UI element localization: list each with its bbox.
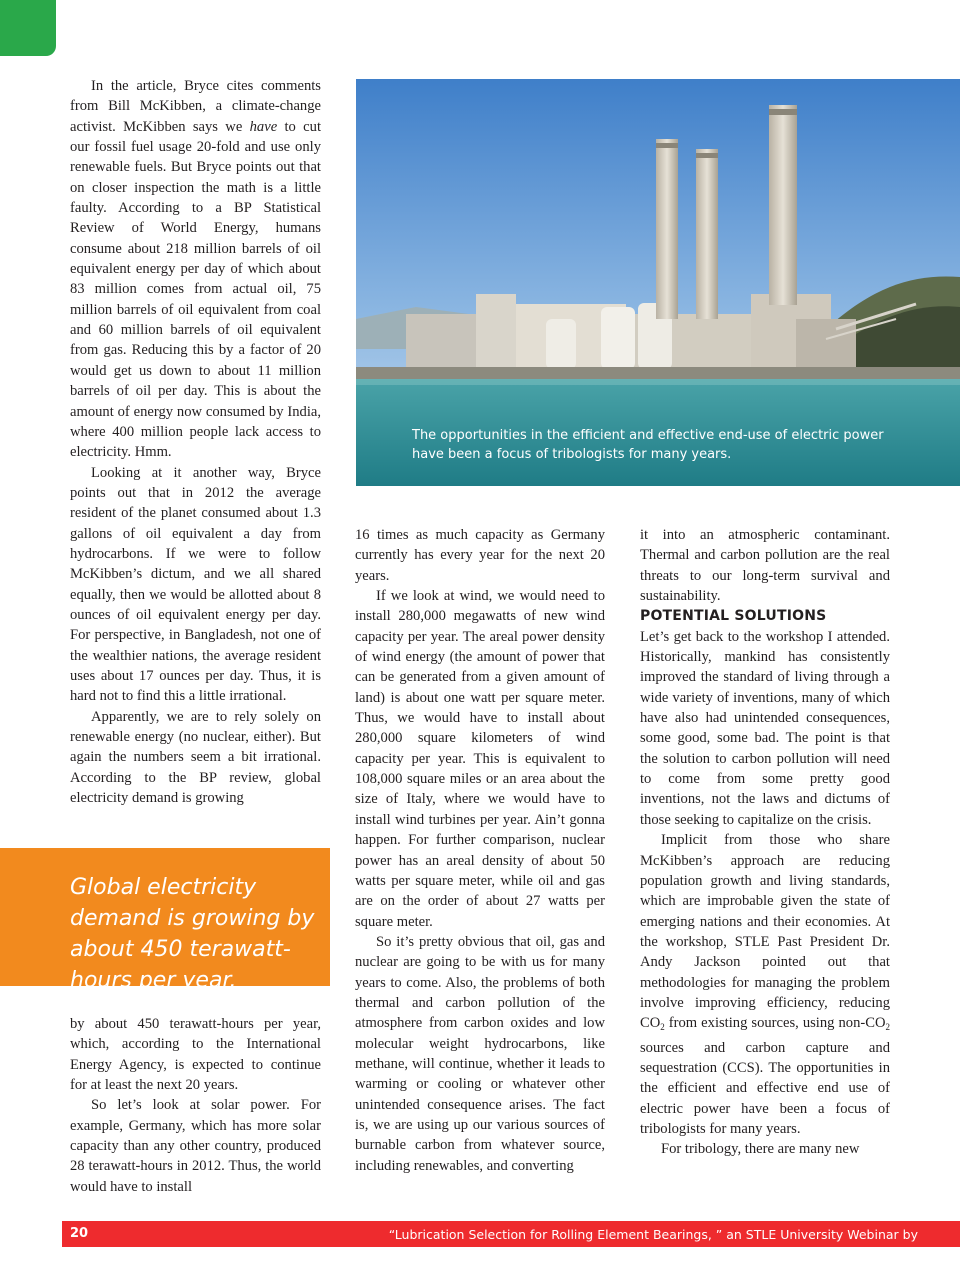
page-number: 20 — [70, 1226, 89, 1241]
power-plant-photo — [356, 79, 960, 486]
photo-caption: The opportunities in the efficient and effective end-use of electric power have been a focus of tribologists for many years. — [412, 428, 884, 462]
power-plant-illustration — [356, 79, 960, 486]
paragraph: If we look at wind, we would need to install 280,000 megawatts of new wind capacity per year. The areal power density of wind energy (the amount of power that can be generated from a given amount of land) is about one watt per square meter. Thus, we would have to install about 280,000 square kilometers of wind capacity per year. This is equivalent to 108,000 square miles or an area about the size of Italy, where we would have to install wind turbines per year. Ain’t gonna happen. For further comparison, nuclear power has an areal density of about 50 watts per square meter, while oil and gas are on the order of about 27 watts per square meter. — [355, 588, 605, 930]
paragraph: Let’s get back to the workshop I attended. Historically, mankind has consistently improved the standard of living through a wide variety of inventions, many of which have also had unintended consequences, some good, some bad. The point is that the solution to carbon pollution will need to come from some pretty good inventions, not the laws and dictums of those seeking to capitalize on the crisis. — [640, 628, 890, 828]
paragraph: So let’s look at solar power. For example, Germany, which has more solar capacity than any other country, produced 28 terawatt-hours in 2012. Thus, the world would have to install — [70, 1097, 321, 1195]
column-1 — [70, 76, 321, 808]
section-heading: POTENTIAL SOLUTIONS — [640, 608, 827, 625]
paragraph: it into an atmospheric contaminant. Thermal and carbon pollution are the real threats to our long-term survival and sustainability. — [640, 527, 890, 605]
paragraph: Apparently, we are to rely solely on renewable energy (no nuclear, either). But again the numbers seem a bit irrational. According to the BP review, global electricity demand is growing — [70, 708, 321, 807]
paragraph: In the article, Bryce cites comments from Bill McKibben, a climate-change activist. McKibben says we have to cut our fossil fuel usage 20-fold and use only renewable fuels. But Bryce points out that on closer inspection the math is a little faulty. According to a BP Statistical Review of World Energy, humans consume about 218 million barrels of oil equivalent energy per day of which about 83 million comes from actual oil, 75 million barrels of oil equivalent from coal and 60 million barrels of oil equivalent from gas. Reducing this by a factor of 20 would get us down to about 11 million barrels of oil per day. This is about the amount of energy now consumed by India, where 400 million people lack access to electricity. Hmm. — [70, 78, 321, 461]
paragraph: For tribology, there are many new — [661, 1141, 860, 1158]
section-tab — [0, 0, 56, 56]
pullquote: Global electricity demand is growing by about 450 terawatt-hours per year. — [70, 875, 315, 993]
paragraph: 16 times as much capacity as Germany currently has every year for the next 20 years. — [355, 527, 605, 584]
column-2 — [355, 525, 605, 1176]
paragraph: Looking at it another way, Bryce points out that in 2012 the average resident of the planet consumed about 1.3 gallons of oil equivalent a day from hydrocarbons. If we were to follow McKibben’s dictum, and we all shared equally, then we would be allotted about 8 ounces of oil equivalent energy per day. For perspective, in Bangladesh, not one of the wealthier nations, the average resident uses about 17 ounces per day. Thus, it is hard not to find this a little irrational. — [70, 464, 321, 705]
column-3 — [640, 525, 890, 1160]
footer-text: “Lubrication Selection for Rolling Element Bearings, ” an STLE University Webinar by — [388, 1227, 918, 1242]
column-1-continued — [70, 1014, 321, 1197]
paragraph: So it’s pretty obvious that oil, gas and nuclear are going to be with us for many years to come. Also, the problems of both thermal and carbon pollution of the atmosphere from carbon oxides and low molecular weight hydrocarbons, like methane, will continue, whether it leads to warming or cooling or whatever other unintended consequence arises. The fact is, we are using up our various sources of burnable carbon from whatever source, including renewables, and converting — [355, 933, 605, 1174]
paragraph: Implicit from those who share McKibben’s approach are reducing population growth and living standards, which are improbable given the state of emerging nations and their economies. At the workshop, STLE Past President Dr. Andy Jackson pointed out that methodologies for managing the problem involve improving efficiency, reducing $CO_2$ from existing sources, using non-$CO_2$ sources and carbon capture and sequestration (CCS). The opportunities in the efficient and effective end use of electric power have been a focus of tribologists for many years. — [640, 832, 890, 1137]
paragraph: by about 450 terawatt-hours per year, which, according to the International Energy Agency, is expected to continue for at least the next 20 years. — [70, 1016, 321, 1094]
